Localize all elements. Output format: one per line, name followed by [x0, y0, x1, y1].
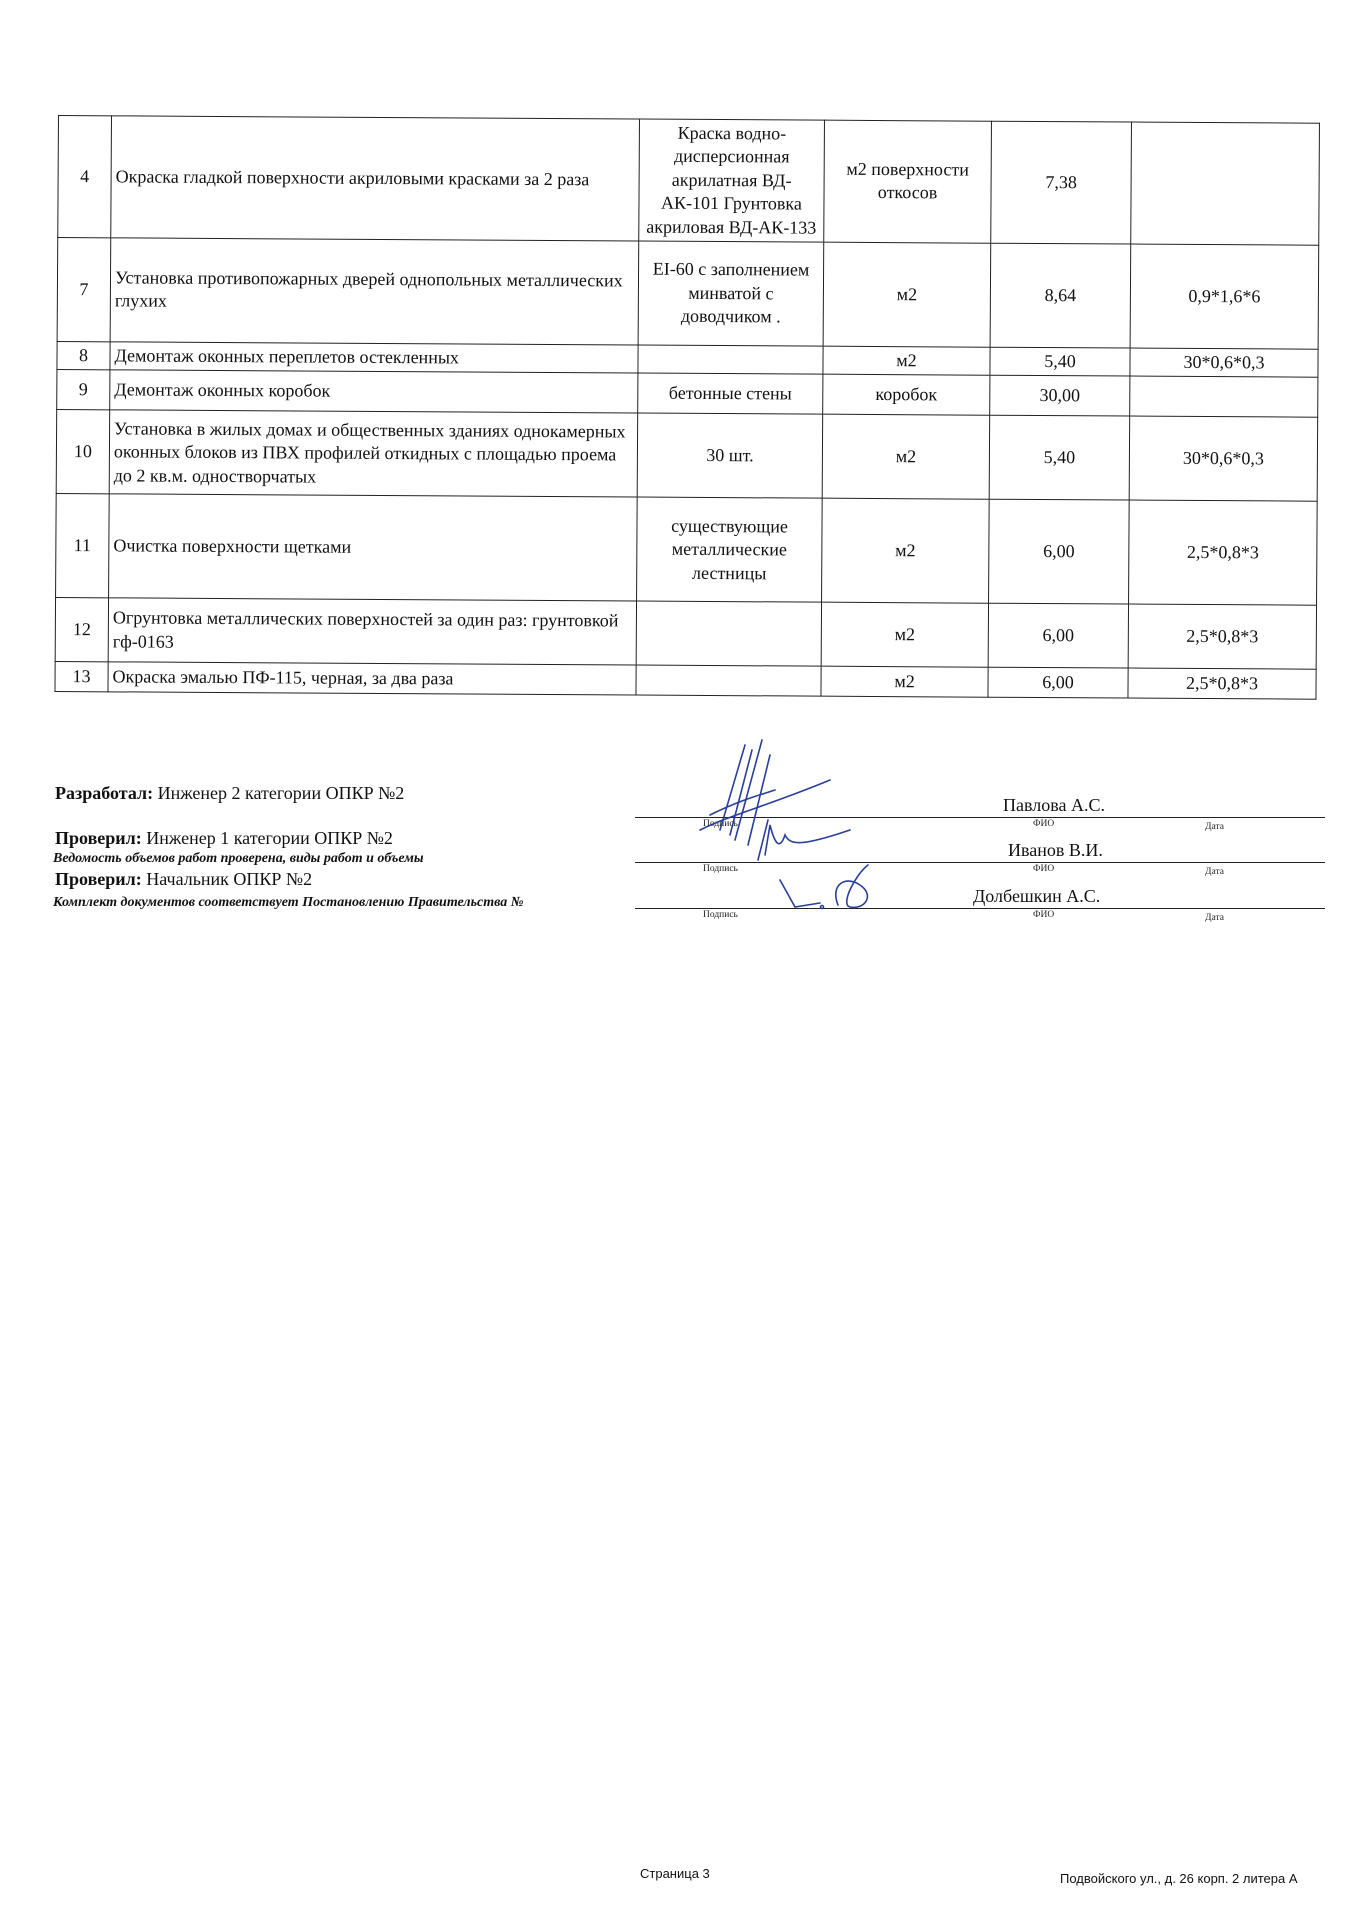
material — [636, 601, 821, 666]
material: 30 шт. — [637, 413, 823, 498]
calculation: 2,5*0,8*3 — [1128, 604, 1316, 669]
material: существующие металлические лестницы — [637, 497, 823, 602]
note-documents-comply: Комплект документов соответствует Постановлению Правительства № — [53, 895, 524, 910]
checked1-label: Проверил: — [55, 828, 142, 848]
unit: м2 — [821, 603, 988, 668]
work-name: Демонтаж оконных переплетов остекленных — [110, 342, 638, 374]
table-row — [56, 494, 1318, 606]
table-row — [55, 598, 1316, 670]
row-number: 11 — [56, 494, 110, 598]
quantity: 5,40 — [990, 347, 1130, 376]
unit: м2 поверхности откосов — [824, 120, 992, 243]
table-row — [56, 410, 1317, 502]
calculation: 30*0,6*0,3 — [1130, 348, 1318, 378]
quantity: 6,00 — [988, 668, 1128, 699]
calculation: 30*0,6*0,3 — [1129, 416, 1318, 501]
table-row — [55, 662, 1316, 700]
material — [638, 345, 823, 375]
unit: м2 — [822, 499, 990, 604]
footer-address: Подвойского ул., д. 26 корп. 2 литера А — [1060, 1871, 1298, 1886]
checked1-role: Инженер 1 категории ОПКР №2 — [141, 828, 393, 848]
checked2-role: Начальник ОПКР №2 — [141, 869, 313, 889]
quantity: 7,38 — [991, 121, 1132, 244]
table-row — [57, 237, 1319, 349]
calculation — [1131, 122, 1320, 245]
row-number: 7 — [57, 237, 111, 341]
table-row — [58, 116, 1320, 246]
row-number: 10 — [56, 410, 110, 494]
caption-signature: Подпись — [703, 819, 738, 829]
caption-date: Дата — [1205, 913, 1224, 923]
calculation: 0,9*1,6*6 — [1130, 244, 1319, 349]
calculation: 2,5*0,8*3 — [1129, 500, 1318, 605]
work-name: Установка в жилых домах и общественных зданиях однокамерных оконных блоков из ПВХ профилей откидных с площадью проема до 2 кв.м. одностворчатых — [109, 410, 638, 497]
material: бетонные стены — [638, 373, 823, 414]
material: EI-60 с заполнением минватой с доводчиком . — [638, 241, 824, 346]
checked-by-1 — [55, 828, 393, 849]
unit: коробок — [823, 375, 990, 416]
fio-pavlova: Павлова А.С. — [1003, 795, 1105, 815]
unit: м2 — [823, 346, 990, 375]
work-name: Очистка поверхности щетками — [109, 494, 638, 601]
quantity: 5,40 — [989, 416, 1130, 501]
checked2-label: Проверил: — [55, 869, 142, 889]
row-number: 13 — [55, 662, 108, 692]
caption-date: Дата — [1205, 867, 1224, 877]
work-name: Окраска гладкой поверхности акриловыми красками за 2 раза — [111, 116, 640, 241]
quantity: 8,64 — [990, 243, 1131, 348]
unit: м2 — [822, 415, 990, 500]
work-name: Огрунтовка металлических поверхностей за один раз: грунтовкой гф-0163 — [108, 598, 636, 665]
row-number: 9 — [57, 370, 110, 410]
work-name: Окраска эмалью ПФ-115, черная, за два раза — [108, 662, 636, 695]
page-number: Страница 3 — [640, 1866, 710, 1881]
caption-fio: ФИО — [1033, 819, 1055, 829]
quantity: 30,00 — [990, 376, 1130, 417]
checked-by-2 — [55, 869, 312, 890]
unit: м2 — [821, 667, 988, 698]
quantity: 6,00 — [989, 500, 1130, 605]
calculation: 2,5*0,8*3 — [1128, 668, 1316, 699]
fio-ivanov: Иванов В.И. — [1008, 840, 1103, 860]
quantity: 6,00 — [988, 604, 1128, 669]
row-number: 4 — [58, 116, 112, 238]
unit: м2 — [823, 242, 991, 347]
row-number: 12 — [55, 598, 108, 662]
caption-fio: ФИО — [1033, 910, 1055, 920]
developed-label: Разработал: — [55, 783, 154, 803]
row-number: 8 — [57, 341, 110, 370]
material — [636, 665, 821, 696]
developed-by — [55, 783, 404, 804]
material: Краска водно-дисперсионная акрилатная ВД-АК-101 Грунтовка акриловая ВД-АК-133 — [639, 119, 825, 242]
developed-role: Инженер 2 категории ОПКР №2 — [153, 783, 405, 803]
work-name: Установка противопожарных дверей однопольных металлических глухих — [110, 238, 639, 345]
fio-dolbeshkin: Долбешкин А.С. — [973, 886, 1101, 906]
works-table — [54, 115, 1320, 700]
caption-signature: Подпись — [703, 910, 738, 920]
caption-fio: ФИО — [1033, 864, 1055, 874]
caption-signature: Подпись — [703, 864, 738, 874]
work-name: Демонтаж оконных коробок — [110, 370, 638, 413]
caption-date: Дата — [1205, 822, 1224, 832]
note-volumes-checked: Ведомость объемов работ проверена, виды работ и объемы — [53, 851, 424, 866]
handwritten-signatures — [690, 735, 930, 915]
calculation — [1130, 376, 1318, 417]
